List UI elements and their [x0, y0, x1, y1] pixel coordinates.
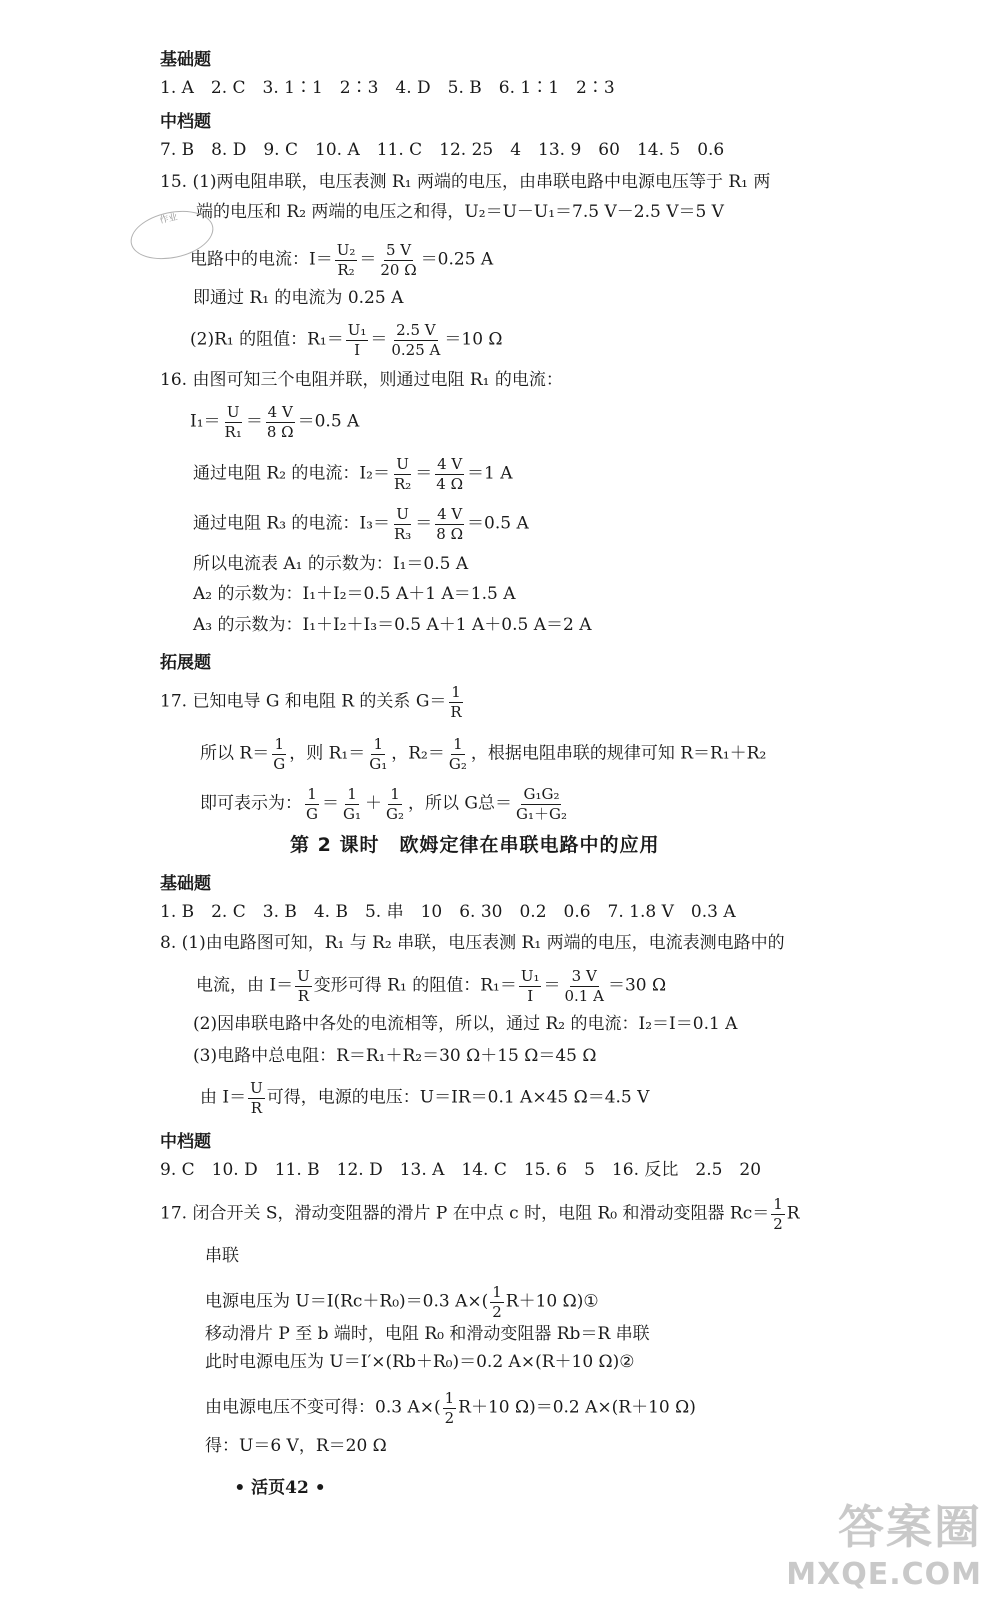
solution-8-r1: 电流，由 I＝ $\frac{U}{R}$ 变形可得 R₁ 的阻值：R₁＝ $\frac{\text{U₁}}{I}$ ＝ $\frac{3 V}{0.1 A}$ ＝30 Ω — [196, 967, 667, 1005]
solution-2-17-eq2: 此时电源电压为 U＝I′×(Rb＋R₀)＝0.2 A×(R＋10 Ω)② — [205, 1352, 635, 1372]
fraction: $\frac{5 V}{20 \Omega}$ — [380, 241, 417, 279]
watermark-url: MXQE.COM — [786, 1557, 982, 1592]
answer-line-2-1-7: 1. B 2. C 3. B 4. B 5. 串 10 6. 30 0.2 0.6 7. 1.8 V 0.3 A — [160, 902, 736, 922]
fraction: $\frac{1}{\text{G₁}}$ — [369, 735, 388, 773]
fraction: $\frac{2.5 V}{0.25 A}$ — [391, 321, 441, 359]
fraction: $\frac{1}{\text{G₂}}$ — [385, 785, 404, 823]
solution-15-line-2: 端的电压和 R₂ 两端的电压之和得，U₂＝U－U₁＝7.5 V－2.5 V＝5 V — [196, 202, 724, 222]
solution-15-current-r1: 即通过 R₁ 的电流为 0.25 A — [193, 288, 404, 308]
solution-8-u: 由 I＝ $\frac{U}{R}$ 可得，电源的电压：U＝IR＝0.1 A×45 Ω＝4.5 V — [200, 1079, 650, 1117]
solution-16-i1: I₁＝ $\frac{U}{\text{R₁}}$ ＝ $\frac{4 V}{8 \Omega}$ ＝0.5 A — [190, 403, 360, 441]
solution-17-intro: 17. 已知电导 G 和电阻 R 的关系 G＝ $\frac{1}{R}$ — [160, 683, 462, 721]
fraction: $\frac{U}{\text{R₁}}$ — [224, 403, 242, 441]
lesson-title: 第 2 课时 欧姆定律在串联电路中的应用 — [290, 834, 660, 856]
solution-2-17-series: 串联 — [205, 1246, 239, 1266]
fraction: $\frac{1}{2}$ — [492, 1283, 502, 1321]
fraction: $\frac{U}{\text{R₂}}$ — [393, 455, 412, 493]
solution-2-17-move: 移动滑片 P 至 b 端时，电阻 R₀ 和滑动变阻器 Rb＝R 串联 — [205, 1324, 650, 1344]
fraction: $\frac{\text{U₁}}{I}$ — [520, 967, 540, 1005]
page-number: • 活页42 • — [234, 1478, 326, 1498]
solution-15-line-1: 15. (1)两电阻串联，电压表测 R₁ 两端的电压，由串联电路中电源电压等于 R₁ 两 — [160, 172, 771, 192]
fraction: $\frac{U}{R}$ — [297, 967, 310, 1005]
solution-17-g: 即可表示为： $\frac{1}{G}$ ＝ $\frac{1}{\text{G₁}}$ ＋ $\frac{1}{\text{G₂}}$ ，所以 G总＝ $\frac{\text{G₁G₂}}{\text{G₁＋G₂}}$ — [200, 785, 567, 823]
fraction: $\frac{1}{G}$ — [273, 735, 286, 773]
answer-line-7-14: 7. B 8. D 9. C 10. A 11. C 12. 25 4 13. 9 60 14. 5 0.6 — [160, 140, 725, 160]
fraction: $\frac{4 V}{8 \Omega}$ — [266, 403, 294, 441]
section-heading-basic-2: 基础题 — [160, 874, 211, 894]
solution-2-17-eq1: 电源电压为 U＝I(Rc＋R₀)＝0.3 A×( $\frac{1}{2}$ R＋10 Ω)① — [205, 1283, 599, 1321]
fraction: $\frac{1}{2}$ — [444, 1389, 455, 1427]
solution-16-intro: 16. 由图可知三个电阻并联，则通过电阻 R₁ 的电流： — [160, 370, 563, 390]
fraction: $\frac{U}{R}$ — [250, 1079, 263, 1117]
solution-8-line-1: 8. (1)由电路图可知，R₁ 与 R₂ 串联，电压表测 R₁ 两端的电压，电流表测电路中的 — [160, 933, 785, 953]
solution-16-a2: A₂ 的示数为：I₁＋I₂＝0.5 A＋1 A＝1.5 A — [193, 584, 516, 604]
solution-2-17-intro: 17. 闭合开关 S，滑动变阻器的滑片 P 在中点 c 时，电阻 R₀ 和滑动变阻器 Rc＝ $\frac{1}{2}$ R — [160, 1195, 800, 1233]
section-heading-middle: 中档题 — [160, 112, 211, 132]
watermark-logo-text: 答案圈 — [838, 1500, 982, 1554]
fraction: $\frac{3 V}{0.1 A}$ — [564, 967, 604, 1005]
fraction: $\frac{1}{R}$ — [450, 683, 462, 721]
fraction: $\frac{U}{\text{R₃}}$ — [393, 505, 412, 543]
section-heading-middle-2: 中档题 — [160, 1132, 211, 1152]
fraction: $\frac{\text{U₂}}{\text{R₂}}$ — [336, 241, 356, 279]
solution-8-i2: (2)因串联电路中各处的电流相等，所以，通过 R₂ 的电流：I₂＝I＝0.1 A — [193, 1014, 738, 1034]
site-watermark — [786, 1491, 982, 1592]
fraction: $\frac{1}{G}$ — [306, 785, 318, 823]
homework-stamp: 作业 — [126, 204, 218, 266]
fraction: $\frac{4 V}{4 \Omega}$ — [436, 455, 464, 493]
fraction: $\frac{1}{2}$ — [773, 1195, 783, 1233]
solution-2-17-eq3: 由电源电压不变可得：0.3 A×( $\frac{1}{2}$ R＋10 Ω)＝0.2 A×(R＋10 Ω) — [205, 1389, 696, 1427]
solution-16-i3: 通过电阻 R₃ 的电流：I₃＝ $\frac{U}{\text{R₃}}$ ＝ $\frac{4 V}{8 \Omega}$ ＝0.5 A — [193, 505, 529, 543]
solution-2-17-result: 得：U＝6 V，R＝20 Ω — [205, 1436, 387, 1456]
fraction: $\frac{4 V}{8 \Omega}$ — [436, 505, 464, 543]
solution-17-r: 所以 R＝ $\frac{1}{G}$ ，则 R₁＝ $\frac{1}{\text{G₁}}$ ，R₂＝ $\frac{1}{\text{G₂}}$ ，根据电阻串联的规律可知 R＝R₁＋R₂ — [200, 735, 767, 773]
solution-15-resistance: (2)R₁ 的阻值：R₁＝ $\frac{\text{U₁}}{I}$ ＝ $\frac{2.5 V}{0.25 A}$ ＝10 Ω — [190, 321, 503, 359]
section-heading-extend: 拓展题 — [160, 653, 211, 673]
fraction: $\frac{\text{U₁}}{I}$ — [347, 321, 367, 359]
answer-line-2-9-16: 9. C 10. D 11. B 12. D 13. A 14. C 15. 6 5 16. 反比 2.5 20 — [160, 1160, 762, 1180]
solution-16-a3: A₃ 的示数为：I₁＋I₂＋I₃＝0.5 A＋1 A＋0.5 A＝2 A — [193, 615, 592, 635]
fraction: $\frac{1}{\text{G₁}}$ — [342, 785, 361, 823]
fraction: $\frac{1}{\text{G₂}}$ — [448, 735, 467, 773]
solution-16-i2: 通过电阻 R₂ 的电流：I₂＝ $\frac{U}{\text{R₂}}$ ＝ $\frac{4 V}{4 \Omega}$ ＝1 A — [193, 455, 513, 493]
fraction: $\frac{\text{G₁G₂}}{\text{G₁＋G₂}}$ — [515, 785, 567, 823]
solution-8-total-r: (3)电路中总电阻：R＝R₁＋R₂＝30 Ω＋15 Ω＝45 Ω — [193, 1046, 597, 1066]
solution-15-current: 电路中的电流：I＝ $\frac{\text{U₂}}{\text{R₂}}$ ＝ $\frac{5 V}{20 \Omega}$ ＝0.25 A — [190, 241, 494, 279]
section-heading-basic: 基础题 — [160, 50, 211, 70]
solution-16-a1: 所以电流表 A₁ 的示数为：I₁＝0.5 A — [193, 554, 469, 574]
answer-line-1-6: 1. A 2. C 3. 1∶1 2∶3 4. D 5. B 6. 1∶1 2∶3 — [160, 78, 615, 98]
